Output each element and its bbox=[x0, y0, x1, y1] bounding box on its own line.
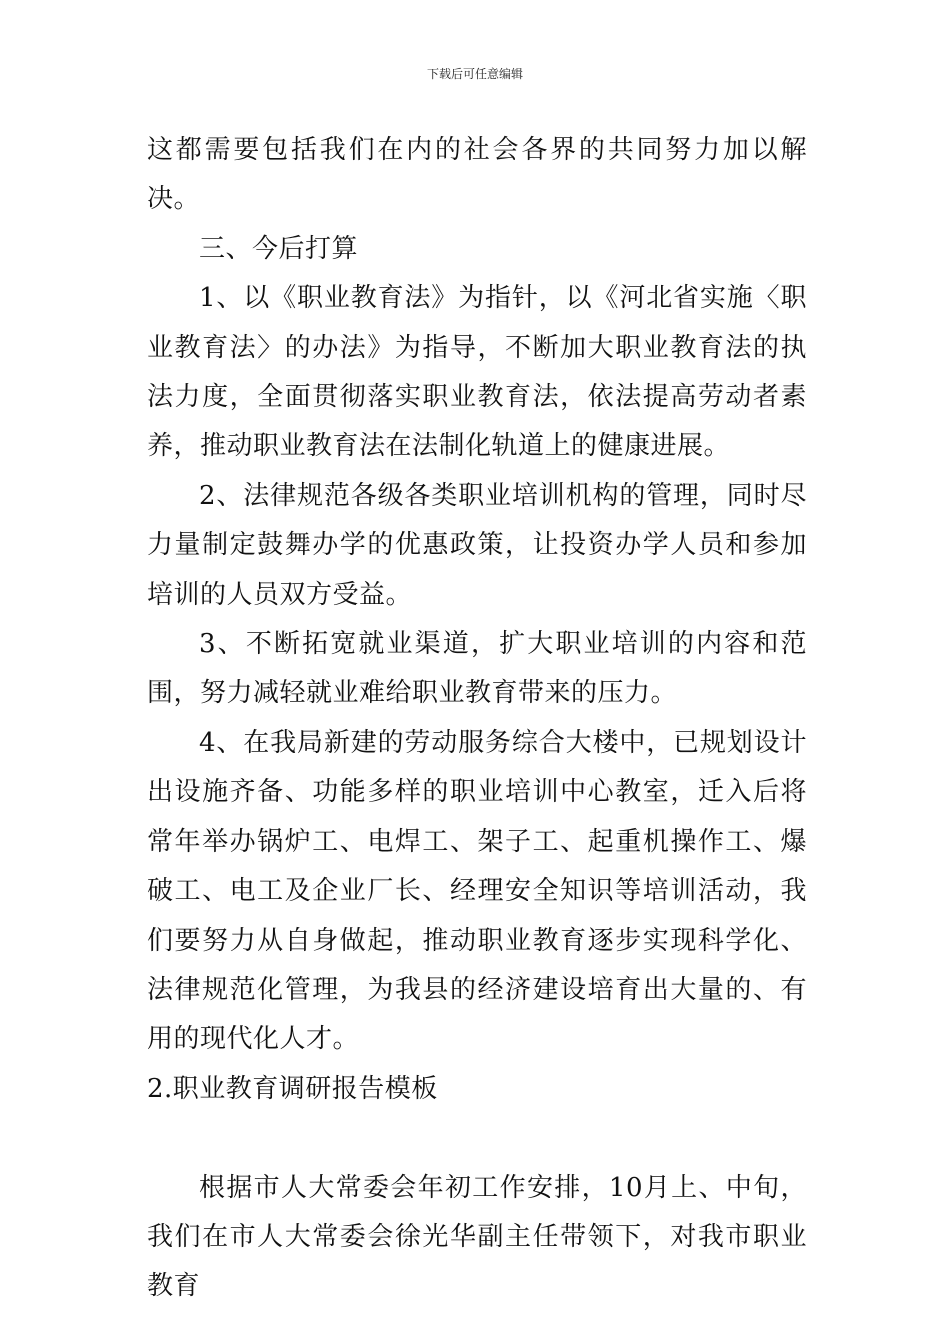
plan-item-2: 2、法律规范各级各类职业培训机构的管理，同时尽力量制定鼓舞办学的优惠政策，让投资办学人员和参加培训的人员双方受益。 bbox=[147, 480, 807, 610]
section-heading: 三、今后打算 bbox=[199, 233, 359, 264]
page-header: 下载后可任意编辑 bbox=[426, 67, 523, 81]
plan-item-3: 3、不断拓宽就业渠道，扩大职业培训的内容和范围，努力减轻就业难给职业教育带来的压力。 bbox=[147, 629, 807, 709]
continuation-paragraph: 这都需要包括我们在内的社会各界的共同努力加以解决。 bbox=[147, 135, 807, 215]
document-body bbox=[147, 126, 807, 1312]
plan-item-1: 1、以《职业教育法》为指针，以《河北省实施〈职业教育法〉的办法》为指导，不断加大职业教育法的执法力度，全面贯彻落实职业教育法，依法提高劳动者素养，推动职业教育法在法制化轨道上的健康进展。 bbox=[147, 283, 807, 462]
next-document-paragraph: 根据市人大常委会年初工作安排，10月上、中旬，我们在市人大常委会徐光华副主任带领下，对我市职业教育 bbox=[147, 1172, 807, 1302]
next-document-title: 2.职业教育调研报告模板 bbox=[147, 1073, 438, 1104]
blank-line bbox=[147, 1114, 807, 1163]
plan-item-4: 4、在我局新建的劳动服务综合大楼中，已规划设计出设施齐备、功能多样的职业培训中心教室，迁入后将常年举办锅炉工、电焊工、架子工、起重机操作工、爆破工、电工及企业厂长、经理安全知识等培训活动，我们要努力从自身做起，推动职业教育逐步实现科学化、法律规范化管理，为我县的经济建设培育出大量的、有用的现代化人才。 bbox=[147, 727, 807, 1055]
